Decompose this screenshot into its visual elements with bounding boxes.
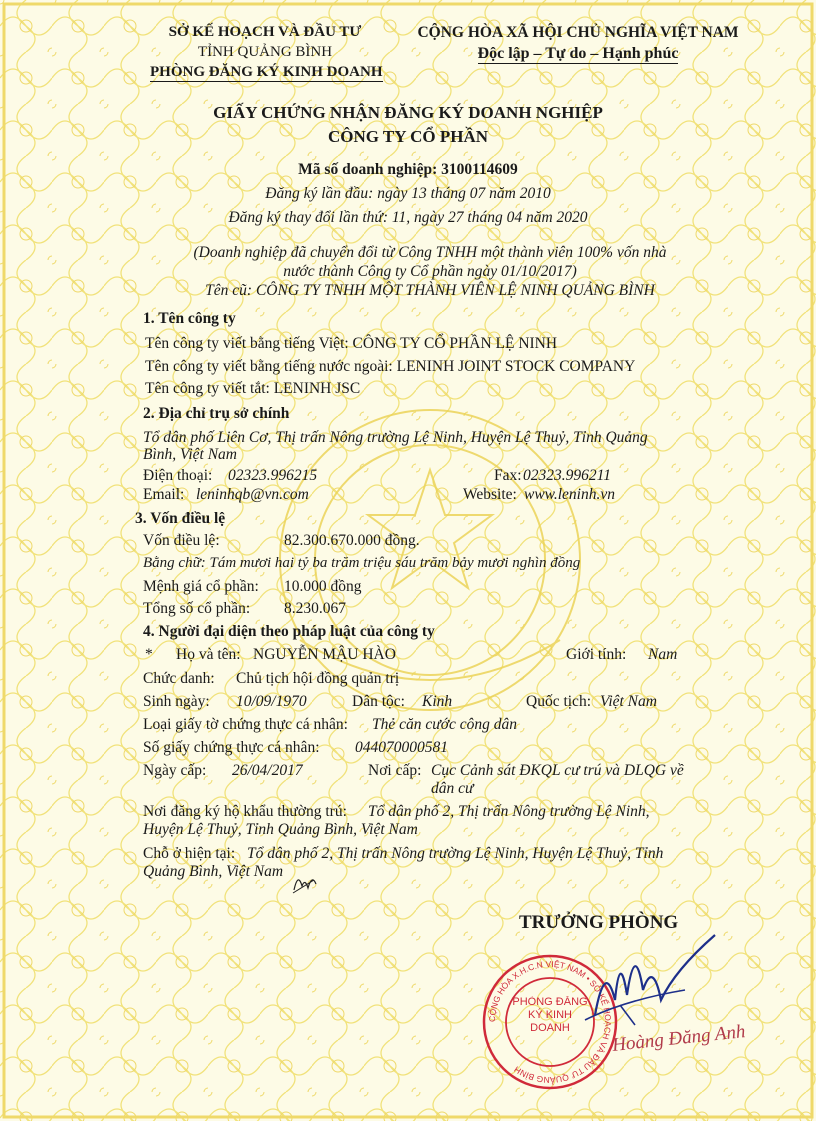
id-number-value: 044070000581 bbox=[355, 739, 448, 756]
section4-heading: 4. Người đại diện theo pháp luật của công ty bbox=[143, 623, 435, 640]
capital-label: Vốn điều lệ: bbox=[143, 532, 220, 549]
capital-in-words bbox=[143, 555, 580, 572]
issue-place-line1: Cục Cảnh sát ĐKQL cư trú và DLQG về bbox=[431, 762, 684, 779]
company-name-vn: Tên công ty viết bằng tiếng Việt: CÔNG TY CỔ PHẦN LỆ NINH bbox=[145, 335, 558, 352]
permanent-residence-line1: Tổ dân phố 2, Thị trấn Nông trường Lệ Ninh, bbox=[368, 803, 650, 820]
id-type-label: Loại giấy tờ chứng thực cá nhân: bbox=[143, 716, 348, 733]
bullet-marker: * bbox=[145, 646, 153, 663]
conversion-note-line1: (Doanh nghiệp đã chuyển đổi từ Công TNHH một thành viên 100% vốn nhà bbox=[193, 244, 667, 261]
position-value: Chủ tịch hội đồng quản trị bbox=[236, 670, 400, 687]
issue-date-value: 26/04/2017 bbox=[232, 762, 303, 779]
header-republic: CỘNG HÒA XÃ HỘI CHỦ NGHĨA VIỆT NAM bbox=[417, 24, 739, 41]
ethnicity-label: Dân tộc: bbox=[352, 693, 405, 710]
gender-label: Giới tính: bbox=[566, 646, 627, 663]
issue-date-label: Ngày cấp: bbox=[143, 762, 207, 779]
current-residence-line2: Quảng Bình, Việt Nam bbox=[143, 863, 284, 880]
company-name-foreign: Tên công ty viết bằng tiếng nước ngoài: LENINH JOINT STOCK COMPANY bbox=[145, 358, 636, 375]
enterprise-code: Mã số doanh nghiệp: 3100114609 bbox=[298, 161, 518, 178]
permanent-residence-label: Nơi đăng ký hộ khẩu thường trú: bbox=[143, 803, 347, 820]
current-residence-line1: Tổ dân phố 2, Thị trấn Nông trường Lệ Ninh, Huyện Lệ Thuỷ, Tỉnh bbox=[247, 845, 664, 862]
conversion-note-line2: nước thành Công ty Cổ phần ngày 01/10/2017) bbox=[283, 263, 577, 280]
document-subtitle: CÔNG TY CỔ PHẦN bbox=[327, 127, 489, 146]
old-company-name: Tên cũ: CÔNG TY TNHH MỘT THÀNH VIÊN LỆ NINH QUẢNG BÌNH bbox=[205, 282, 655, 299]
capital-value: 82.300.670.000 đồng. bbox=[284, 532, 420, 549]
id-type-value: Thẻ căn cước công dân bbox=[372, 716, 517, 733]
website-label: Website: bbox=[463, 486, 517, 503]
header-office-label: PHÒNG ĐĂNG KÝ KINH DOANH bbox=[150, 64, 383, 80]
change-registration: Đăng ký thay đổi lần thứ: 11, ngày 27 tháng 04 năm 2020 bbox=[228, 209, 588, 226]
dob-value: 10/09/1970 bbox=[236, 693, 307, 710]
total-shares-label: Tổng số cổ phần: bbox=[143, 600, 251, 617]
id-number-label: Số giấy chứng thực cá nhân: bbox=[143, 739, 320, 756]
phone-value: 02323.996215 bbox=[228, 467, 318, 484]
section1-heading: 1. Tên công ty bbox=[143, 310, 236, 327]
par-value: 10.000 đồng bbox=[284, 578, 362, 595]
in-words-value: Tám mươi hai tỷ ba trăm triệu sáu trăm bảy mươi nghìn đồng bbox=[209, 555, 581, 571]
stamp-center-text: PHÒNG ĐĂNG KÝ KINH DOANH bbox=[512, 996, 588, 1034]
signatory-name: Hoàng Đăng Anh bbox=[611, 1021, 747, 1056]
nationality-label: Quốc tịch: bbox=[526, 693, 591, 710]
fax-value: 02323.996211 bbox=[523, 467, 611, 484]
stamp-ring-text: CỘNG HÒA X.H.C.N VIỆT NAM • SỞ KẾ HOẠCH VÀ ĐẦU TƯ QUẢNG BÌNH bbox=[486, 958, 614, 1086]
address-line2: Bình, Việt Nam bbox=[143, 446, 237, 463]
dob-label: Sinh ngày: bbox=[143, 693, 210, 710]
ethnicity-value: Kinh bbox=[422, 693, 453, 710]
rep-name-label: Họ và tên: bbox=[176, 646, 241, 663]
handwritten-signature bbox=[565, 930, 725, 1040]
gender-value: Nam bbox=[648, 646, 678, 663]
fax-label: Fax: bbox=[494, 467, 522, 484]
header-province: TỈNH QUẢNG BÌNH bbox=[197, 44, 333, 60]
rep-name-value: NGUYỄN MẬU HÀO bbox=[253, 646, 396, 663]
total-shares-value: 8.230.067 bbox=[284, 600, 346, 617]
phone-label: Điện thoại: bbox=[143, 467, 213, 484]
section2-heading: 2. Địa chỉ trụ sở chính bbox=[143, 405, 290, 422]
document-title: GIẤY CHỨNG NHẬN ĐĂNG KÝ DOANH NGHIỆP bbox=[213, 103, 603, 122]
signature-title: TRƯỞNG PHÒNG bbox=[519, 912, 679, 933]
position-label: Chức danh: bbox=[143, 670, 215, 687]
current-residence-label: Chỗ ở hiện tại: bbox=[143, 845, 236, 862]
issue-place-line2: dân cư bbox=[431, 780, 474, 797]
website-value: www.leninh.vn bbox=[524, 486, 615, 503]
header-ministry: SỞ KẾ HOẠCH VÀ ĐẦU TƯ bbox=[168, 24, 362, 40]
email-label: Email: bbox=[143, 486, 185, 503]
header-office bbox=[150, 64, 383, 81]
header-motto bbox=[408, 45, 748, 63]
par-value-label: Mệnh giá cổ phần: bbox=[143, 578, 259, 595]
email-value: leninhqb@vn.com bbox=[196, 486, 309, 503]
company-name-short: Tên công ty viết tắt: LENINH JSC bbox=[145, 380, 361, 397]
first-registration: Đăng ký lần đầu: ngày 13 tháng 07 năm 2010 bbox=[265, 185, 551, 202]
header-motto-label: Độc lập – Tự do – Hạnh phúc bbox=[477, 45, 679, 62]
section3-heading: 3. Vốn điều lệ bbox=[135, 510, 226, 527]
nationality-value: Việt Nam bbox=[600, 693, 657, 710]
address-line1: Tổ dân phố Liên Cơ, Thị trấn Nông trường Lệ Ninh, Huyện Lệ Thuỷ, Tỉnh Quảng bbox=[143, 429, 648, 446]
issue-place-label: Nơi cấp: bbox=[368, 762, 422, 779]
permanent-residence-line2: Huyện Lệ Thuỷ, Tỉnh Quảng Bình, Việt Nam bbox=[143, 821, 418, 838]
handwritten-initials-mark bbox=[290, 868, 320, 896]
in-words-label: Bằng chữ: bbox=[143, 555, 206, 571]
